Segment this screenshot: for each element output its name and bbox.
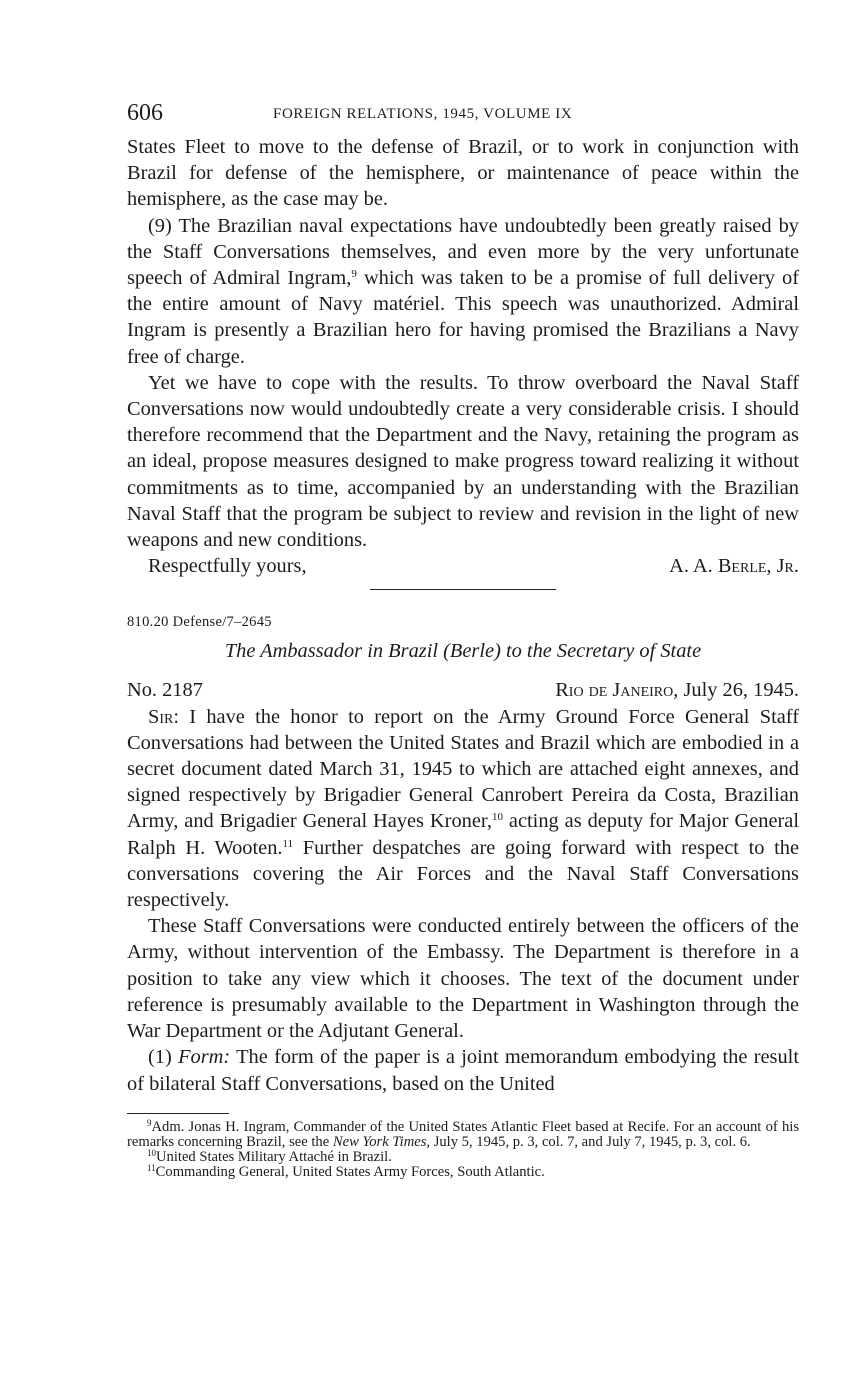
- document-title: The Ambassador in Brazil (Berle) to the Secretary of State: [224, 640, 702, 663]
- running-head: FOREIGN RELATIONS, 1945, VOLUME IX: [273, 106, 573, 122]
- letter-paragraph-3: (1) Form: The form of the paper is a joint memorandum embodying the result of bilateral Staff Conversations, based on the United: [127, 1046, 799, 1095]
- page-number: 606: [127, 100, 163, 126]
- section-divider: [370, 589, 556, 590]
- closing-salutation: Respectfully yours,: [148, 555, 307, 578]
- letter-body: [127, 704, 799, 1097]
- footnote-ref-9: 9: [351, 268, 357, 281]
- despatch-line: [127, 677, 799, 703]
- body-text: [127, 134, 799, 553]
- file-reference: 810.20 Defense/7–2645: [127, 614, 272, 631]
- paragraph-continued: States Fleet to move to the defense of Brazil, or to work in conjunction with Brazil for defense of the hemisphere, or maintenance of peace within the hemisphere, as the case may be.: [127, 136, 799, 211]
- letter-paragraph-1: Sir: I have the honor to report on the Army Ground Force General Staff Conversations had between the United States and Brazil which are embodied in a secret document dated March 31, 1945 to which are attached eight annexes, and signed respectively by Brigadier General Canrobert Pereira da Costa, Brazilian Army, and Brigadier General Hayes Kroner,$^{10}$ acting as deputy for Major General Ralph H. Wooten.$^{11}$ Further despatches are going forward with respect to the conversations covering the Air Forces and the Naval Staff Conversations respectively.: [127, 705, 799, 912]
- signer: A. A. Berle, Jr.: [669, 555, 799, 578]
- footnote-divider: [127, 1113, 229, 1114]
- footnotes: [127, 1117, 799, 1181]
- footnote-9: $^9$Adm. Jonas H. Ingram, Commander of the United States Atlantic Fleet based at Recife. For an account of his remarks concerning Brazil, see the New York Times, July 5, 1945, p. 3, col. 7, and July 7, 1945, p. 3, col. 6.: [127, 1117, 799, 1150]
- letter-paragraph-2: These Staff Conversations were conducted entirely between the officers of the Army, without intervention of the Embassy. The Department is therefore in a position to take any view which it chooses. The text of the document under reference is presumably available to the Department in Washington through the War Department or the Adjutant General.: [127, 915, 799, 1043]
- paragraph-recommendation: Yet we have to cope with the results. To throw overboard the Naval Staff Conversations now would undoubtedly create a very considerable crisis. I should therefore recommend that the Department and the Navy, retaining the program as an ideal, propose measures designed to make progress toward realizing it without commitments as to time, accompanied by an understanding with the Brazilian Naval Staff that the program be subject to review and revision in the light of new weapons and new conditions.: [127, 371, 799, 552]
- footnote-ref-11: 11: [282, 837, 294, 850]
- paragraph-9: (9) The Brazilian naval expectations have undoubtedly been greatly raised by the Staff Conversations themselves, and even more by the very unfortunate speech of Admiral Ingram,$^9$ which was taken to be a promise of full delivery of the entire amount of Navy matériel. This speech was unauthorized. Admiral Ingram is presently a Brazilian hero for having promised the Brazilians a Navy free of charge.: [127, 214, 800, 368]
- signature-line: [127, 553, 799, 579]
- footnote-ref-10: 10: [491, 811, 503, 824]
- footnote-11: $^{11}$Commanding General, United States Army Forces, South Atlantic.: [147, 1163, 545, 1181]
- document-page: [127, 100, 799, 1181]
- place-date: Rio de Janeiro, July 26, 1945.: [555, 679, 799, 702]
- page-header: [127, 100, 799, 134]
- despatch-number: No. 2187: [127, 679, 203, 702]
- footnote-10: $^{10}$United States Military Attaché in Brazil.: [147, 1148, 392, 1166]
